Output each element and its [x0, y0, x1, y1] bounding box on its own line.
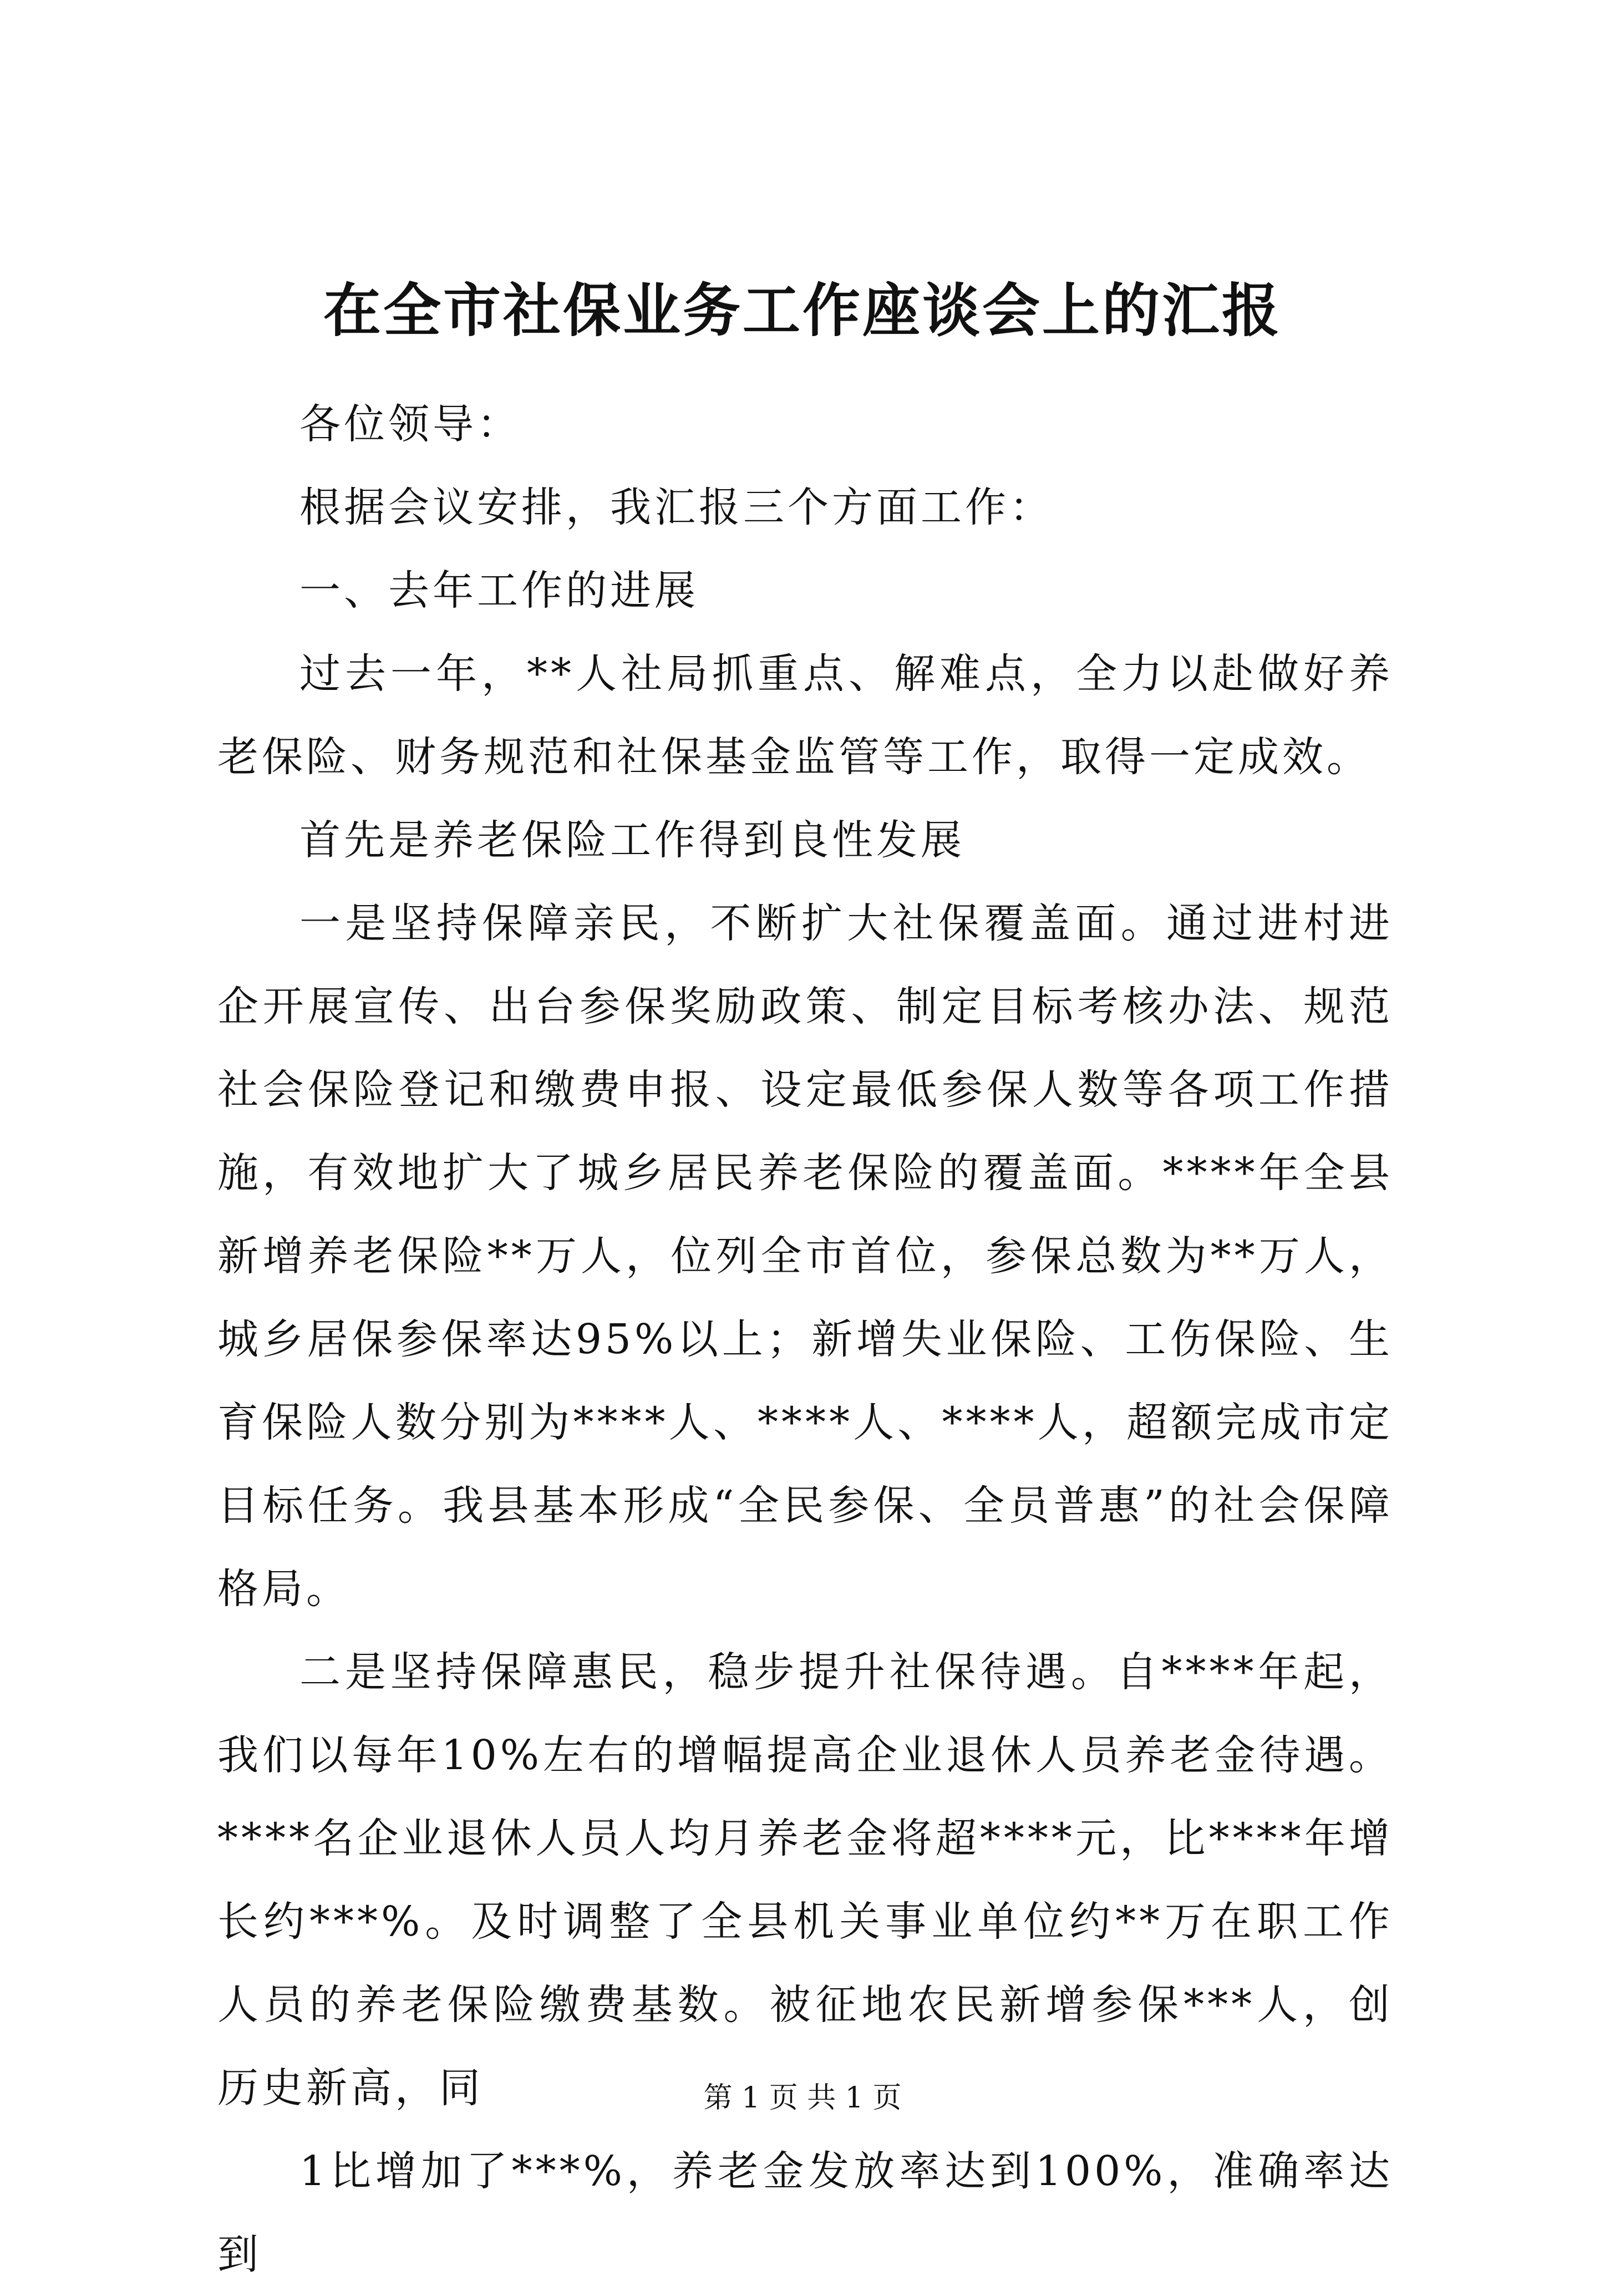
- page-number: 第 1 页 共 1 页: [703, 2081, 902, 2115]
- body-paragraph: 1比增加了***%，养老金发放率达到100%，准确率达到: [217, 2147, 1393, 2278]
- body-paragraph: 二是坚持保障惠民，稳步提升社保待遇。自****年起，我们以每年10%左右的增幅提高企业退休人员养老金待遇。****名企业退休人员人均月养老金将超****元，比****年增长约***%。及时调整了全县机关事业单位约**万在职工作人员的养老保险缴费基数。被征地农民新增参保***人，创历史新高，同: [217, 1648, 1393, 2112]
- body-paragraph: 一是坚持保障亲民，不断扩大社保覆盖面。通过进村进企开展宣传、出台参保奖励政策、制定目标考核办法、规范社会保险登记和缴费申报、设定最低参保人数等各项工作措施，有效地扩大了城乡居民养老保险的覆盖面。****年全县新增养老保险**万人，位列全市首位，参保总数为**万人，城乡居保参保率达95%以上；新增失业保险、工伤保险、生育保险人数分别为****人、****人、****人，超额完成市定目标任务。我县基本形成“全民参保、全员普惠”的社会保障格局。: [217, 900, 1393, 1613]
- body-paragraph: 过去一年，**人社局抓重点、解难点，全力以赴做好养老保险、财务规范和社保基金监管等工作，取得一定成效。: [217, 650, 1393, 781]
- document-title: 在全市社保业务工作座谈会上的汇报: [323, 276, 1282, 344]
- intro-paragraph: 根据会议安排，我汇报三个方面工作：: [299, 484, 1054, 531]
- document-body: [217, 383, 1393, 2296]
- salutation: 各位领导：: [299, 400, 521, 448]
- section-heading: 一、去年工作的进展: [299, 567, 699, 614]
- subsection-heading: 首先是养老保险工作得到良性发展: [299, 816, 965, 864]
